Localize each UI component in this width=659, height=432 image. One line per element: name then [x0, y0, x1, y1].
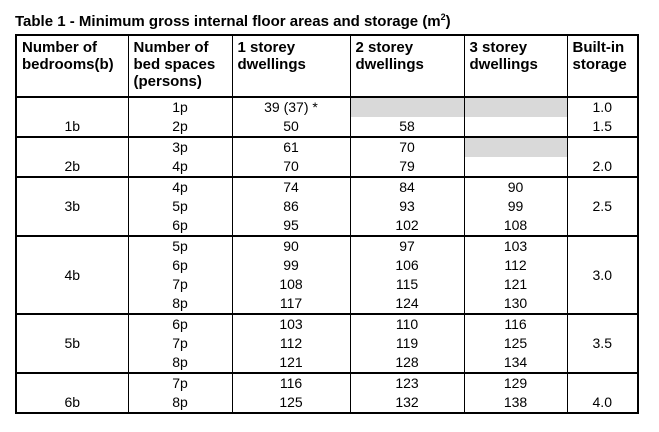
two-storey-cell: 119 — [350, 334, 464, 353]
one-storey-cell: 103 — [232, 314, 350, 334]
bed-spaces-cell: 7p — [128, 373, 232, 393]
bedrooms-cell: 6b — [16, 373, 128, 413]
three-storey-cell: 103 — [464, 236, 567, 256]
two-storey-cell: 102 — [350, 216, 464, 236]
table-row — [16, 373, 638, 393]
table-row — [16, 97, 638, 117]
two-storey-cell: 58 — [350, 117, 464, 137]
one-storey-cell: 50 — [232, 117, 350, 137]
bed-spaces-cell: 4p — [128, 177, 232, 197]
bed-spaces-cell: 7p — [128, 334, 232, 353]
three-storey-cell — [464, 117, 567, 137]
header-1-storey: 1 storey dwellings — [232, 35, 350, 97]
bed-spaces-cell: 8p — [128, 353, 232, 373]
header-3-storey: 3 storey dwellings — [464, 35, 567, 97]
two-storey-cell: 79 — [350, 157, 464, 177]
table-row — [16, 177, 638, 197]
one-storey-cell: 90 — [232, 236, 350, 256]
bed-spaces-cell: 2p — [128, 117, 232, 137]
bedrooms-cell: 4b — [16, 236, 128, 314]
bedrooms-cell: 5b — [16, 314, 128, 373]
three-storey-cell: 125 — [464, 334, 567, 353]
three-storey-cell: 134 — [464, 353, 567, 373]
two-storey-cell: 115 — [350, 275, 464, 294]
table-caption: Table 1 - Minimum gross internal floor areas and storage $(m^2)$ — [15, 12, 451, 30]
one-storey-cell: 74 — [232, 177, 350, 197]
one-storey-cell: 86 — [232, 197, 350, 216]
one-storey-cell: 39 (37) * — [232, 97, 350, 117]
bed-spaces-cell: 8p — [128, 294, 232, 314]
bedrooms-cell: 1b — [16, 97, 128, 137]
two-storey-cell: 93 — [350, 197, 464, 216]
bed-spaces-cell: 3p — [128, 137, 232, 157]
two-storey-cell: 70 — [350, 137, 464, 157]
three-storey-cell: 112 — [464, 256, 567, 275]
three-storey-cell — [464, 97, 567, 117]
one-storey-cell: 125 — [232, 393, 350, 413]
floor-area-table — [15, 34, 639, 414]
storage-cell: 1.5 — [567, 117, 638, 137]
table-row — [16, 314, 638, 334]
two-storey-cell: 132 — [350, 393, 464, 413]
three-storey-cell — [464, 137, 567, 157]
two-storey-cell: 124 — [350, 294, 464, 314]
storage-cell: 2.0 — [567, 137, 638, 177]
one-storey-cell: 116 — [232, 373, 350, 393]
bed-spaces-cell: 5p — [128, 197, 232, 216]
three-storey-cell: 121 — [464, 275, 567, 294]
bed-spaces-cell: 7p — [128, 275, 232, 294]
one-storey-cell: 99 — [232, 256, 350, 275]
header-bedrooms: Number of bedrooms(b) — [16, 35, 128, 97]
one-storey-cell: 112 — [232, 334, 350, 353]
two-storey-cell: 110 — [350, 314, 464, 334]
two-storey-cell: 84 — [350, 177, 464, 197]
two-storey-cell: 106 — [350, 256, 464, 275]
storage-cell: 2.5 — [567, 177, 638, 236]
bed-spaces-cell: 1p — [128, 97, 232, 117]
header-storage: Built-in storage — [567, 35, 638, 97]
two-storey-cell: 128 — [350, 353, 464, 373]
two-storey-cell: 123 — [350, 373, 464, 393]
table-row — [16, 137, 638, 157]
storage-cell: 3.0 — [567, 236, 638, 314]
bed-spaces-cell: 8p — [128, 393, 232, 413]
one-storey-cell: 61 — [232, 137, 350, 157]
one-storey-cell: 117 — [232, 294, 350, 314]
storage-cell: 3.5 — [567, 314, 638, 373]
three-storey-cell: 130 — [464, 294, 567, 314]
three-storey-cell — [464, 157, 567, 177]
one-storey-cell: 108 — [232, 275, 350, 294]
header-2-storey: 2 storey dwellings — [350, 35, 464, 97]
bedrooms-cell: 3b — [16, 177, 128, 236]
header-row — [16, 35, 638, 97]
table-row — [16, 236, 638, 256]
storage-cell: 4.0 — [567, 373, 638, 413]
one-storey-cell: 70 — [232, 157, 350, 177]
header-bed-spaces: Number of bed spaces (persons) — [128, 35, 232, 97]
storage-cell: 1.0 — [567, 97, 638, 117]
bed-spaces-cell: 5p — [128, 236, 232, 256]
three-storey-cell: 99 — [464, 197, 567, 216]
three-storey-cell: 108 — [464, 216, 567, 236]
three-storey-cell: 90 — [464, 177, 567, 197]
three-storey-cell: 129 — [464, 373, 567, 393]
bedrooms-cell: 2b — [16, 137, 128, 177]
two-storey-cell — [350, 97, 464, 117]
three-storey-cell: 116 — [464, 314, 567, 334]
bed-spaces-cell: 4p — [128, 157, 232, 177]
one-storey-cell: 95 — [232, 216, 350, 236]
one-storey-cell: 121 — [232, 353, 350, 373]
three-storey-cell: 138 — [464, 393, 567, 413]
bed-spaces-cell: 6p — [128, 314, 232, 334]
bed-spaces-cell: 6p — [128, 216, 232, 236]
bed-spaces-cell: 6p — [128, 256, 232, 275]
two-storey-cell: 97 — [350, 236, 464, 256]
